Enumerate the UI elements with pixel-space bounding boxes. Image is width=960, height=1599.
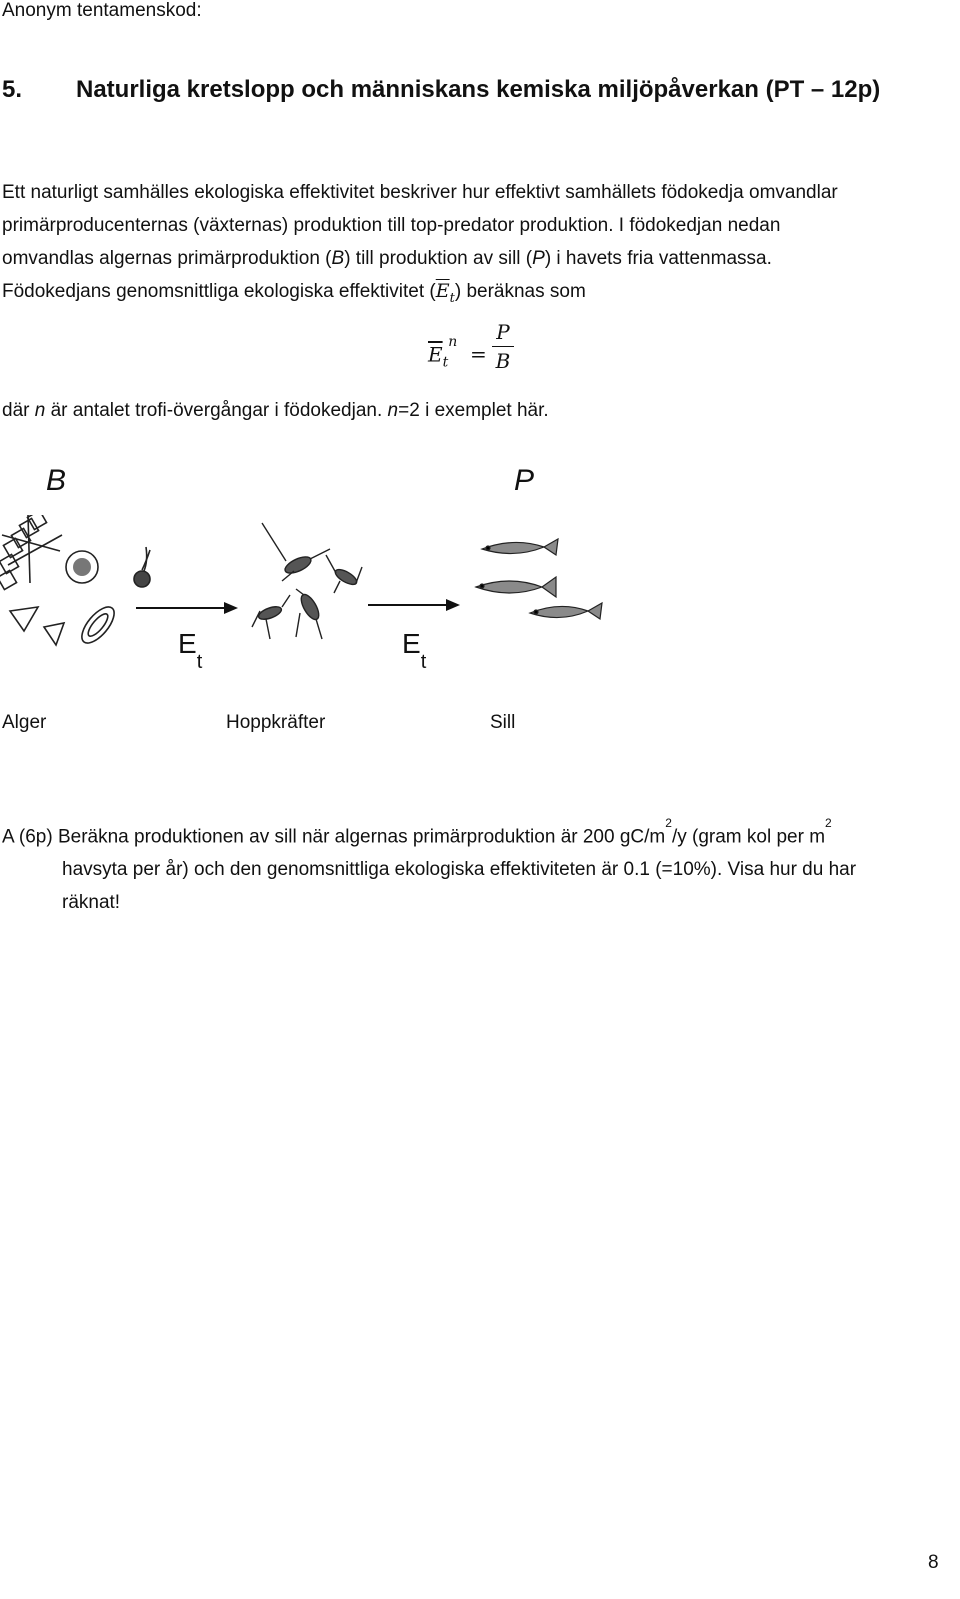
- stage-label-hoppkrafter: Hoppkräfter: [226, 712, 326, 733]
- transfer-efficiency-label-2: [402, 628, 427, 673]
- question-line-1: [2, 815, 952, 853]
- efficiency-symbol: [435, 280, 455, 306]
- efficiency-symbol-sub: t: [449, 290, 455, 306]
- efficiency-symbol-e: $\overline{E}$: [435, 280, 450, 302]
- explanation-n2: n: [387, 400, 399, 421]
- transfer-sub-2: t: [420, 650, 427, 673]
- intro-line-3-text-e: ) i havets fria vattenmassa.: [544, 248, 772, 269]
- copepod-3: [252, 595, 290, 639]
- intro-line-3: [2, 242, 952, 275]
- herring-illustration: [476, 539, 602, 619]
- question-a2: /y (gram kol per m: [671, 826, 826, 848]
- formula-lhs-symbol: $\overline{E}$: [428, 342, 443, 367]
- formula-numerator: P: [496, 320, 510, 344]
- food-chain-illustration: [0, 515, 620, 675]
- transfer-efficiency-label-1: [178, 628, 203, 673]
- intro-paragraph: [2, 176, 952, 315]
- diagram-label-b: B: [46, 464, 67, 497]
- formula-lhs-exponent: n: [448, 334, 458, 350]
- herring-2: [476, 577, 556, 597]
- intro-line-1: Ett naturligt samhälles ekologiska effektivitet beskriver hur effektivt samhällets födokedja omvandlar: [2, 182, 838, 203]
- stage-label-alger: Alger: [2, 712, 47, 733]
- intro-line-2: primärproducenternas (växternas) produktion till top-predator produktion. I födokedjan nedan: [2, 215, 781, 236]
- herring-3: [530, 603, 602, 619]
- question-a: [2, 815, 952, 919]
- explanation-text: [2, 400, 549, 422]
- explanation-c: =2 i exemplet här.: [398, 400, 549, 421]
- intro-line-4-text-a: Födokedjans genomsnittliga ekologiska effektivitet (: [2, 281, 436, 302]
- transfer-symbol-2: E: [402, 628, 421, 659]
- triangle-alga-2: [44, 623, 64, 645]
- intro-line-3-text-c: ) till produktion av sill (: [344, 248, 533, 269]
- formula-denominator: B: [495, 349, 511, 373]
- question-line-3: räknat!: [62, 892, 121, 914]
- question-line-2: havsyta per år) och den genomsnittliga ekologiska effektiviteten är 0.1 (=10%). Visa hur du har: [62, 859, 857, 881]
- copepod-4: [296, 589, 322, 639]
- arrow-algae-to-copepods: [136, 602, 238, 614]
- section-number: 5.: [2, 76, 23, 103]
- intro-line-4-text-b: ) beräknas som: [454, 281, 586, 302]
- copepod-2: [326, 555, 362, 593]
- formula-fraction: [492, 320, 514, 373]
- copepods-illustration: [252, 523, 362, 639]
- explanation-b: är antalet trofi-övergångar i födokedjan.: [45, 400, 388, 421]
- formula-equals: =: [470, 342, 487, 366]
- question-a1: A (6p) Beräkna produktionen av sill när algernas primärproduktion är 200 gC/m: [2, 826, 666, 848]
- transfer-symbol-1: E: [178, 628, 197, 659]
- copepod-1: [262, 523, 330, 581]
- symbol-p: P: [532, 248, 545, 269]
- algae-illustration: [0, 515, 150, 648]
- transfer-sub-1: t: [196, 650, 203, 673]
- anonymous-code-label: Anonym tentamenskod:: [2, 0, 202, 21]
- arrow-copepods-to-herring: [368, 599, 460, 611]
- herring-1: [482, 539, 558, 555]
- symbol-b: B: [331, 248, 345, 269]
- oval-diatom: [76, 602, 120, 649]
- section-title: Naturliga kretslopp och människans kemiska miljöpåverkan (PT – 12p): [76, 76, 881, 103]
- question-sup-1: 2: [665, 816, 672, 830]
- diatom-chain: [0, 515, 62, 590]
- flagellate-alga: [134, 547, 150, 587]
- diagram-label-p: P: [514, 464, 535, 497]
- explanation-n1: n: [34, 400, 46, 421]
- intro-line-3-text-a: omvandlas algernas primärproduktion (: [2, 248, 332, 269]
- question-sup-2: 2: [825, 816, 832, 830]
- page-number: 8: [928, 1552, 939, 1573]
- triangle-alga-1: [10, 607, 38, 631]
- formula-lhs-sub: t: [442, 354, 449, 371]
- stage-label-sill: Sill: [490, 712, 516, 733]
- section-heading: [2, 76, 880, 104]
- explanation-a: där: [2, 400, 35, 421]
- formula-lhs: [428, 334, 458, 371]
- intro-line-4: [2, 275, 952, 315]
